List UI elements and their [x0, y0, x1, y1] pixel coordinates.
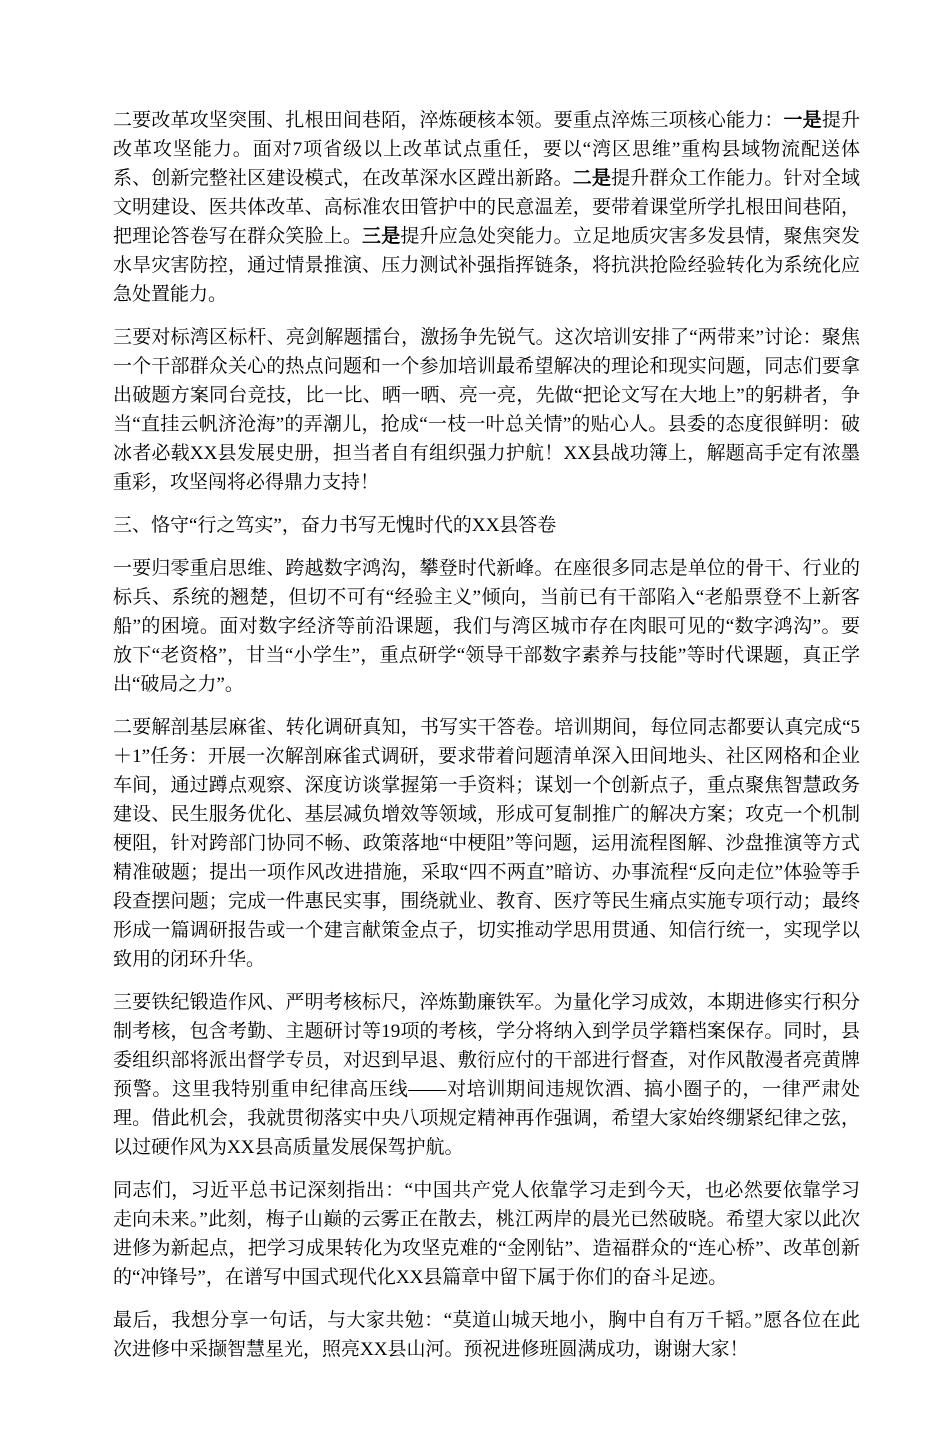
paragraph — [113, 511, 860, 540]
text-run: 三要铁纪锻造作风、严明考核标尺，淬炼勤廉铁军。为量化学习成效，本期进修实行积分制考核，包含考勤、主题研讨等19项的考核，学分将纳入到学员学籍档案保存。同时，县委组织部将派出督学专员，对迟到早退、敷衍应付的干部进行督查，对作风散漫者亮黄牌预警。这里我特别重申纪律高压线——对培训期间违规饮酒、搞小圈子的，一律严肃处理。借此机会，我就贯彻落实中央八项规定精神再作强调，希望大家始终绷紧纪律之弦，以过硬作风为XX县高质量发展保驾护航。 — [113, 992, 860, 1158]
paragraph — [113, 713, 860, 974]
text-run: 提升群众工作能力。针对全域文明建设、医共体改革、高标准农田管护中的民意温差，要带着课堂所学扎根田间巷陌，把理论答卷写在群众笑脸上。 — [113, 168, 860, 247]
paragraph — [113, 323, 860, 497]
paragraph — [113, 106, 860, 309]
bold-text-run: 一是 — [783, 110, 822, 131]
paragraph — [113, 1306, 860, 1364]
document-body — [113, 106, 860, 1364]
bold-text-run: 二是 — [572, 168, 612, 189]
bold-text-run: 三是 — [362, 226, 401, 247]
text-run: 最后，我想分享一句话，与大家共勉：“莫道山城天地小，胸中自有万千韬。”愿各位在此次进修中采撷智慧星光，照亮XX县山河。预祝进修班圆满成功，谢谢大家！ — [113, 1310, 860, 1360]
text-run: 提升应急处突能力。立足地质灾害多发县情，聚焦突发水旱灾害防控，通过情景推演、压力测试补强指挥链条，将抗洪抢险经验转化为系统化应急处置能力。 — [113, 226, 860, 305]
text-run: 同志们，习近平总书记深刻指出：“中国共产党人依靠学习走到今天，也必然要依靠学习走向未来。”此刻，梅子山巅的云雾正在散去，桃江两岸的晨光已然破晓。希望大家以此次进修为新起点，把学习成果转化为攻坚克难的“金刚钻”、造福群众的“连心桥”、改革创新的“冲锋号”，在谱写中国式现代化XX县篇章中留下属于你们的奋斗足迹。 — [113, 1180, 860, 1288]
paragraph — [113, 554, 860, 699]
text-run: 提升改革攻坚能力。面对7项省级以上改革试点重任，要以“湾区思维”重构县域物流配送体系、创新完整社区建设模式，在改革深水区蹚出新路。 — [113, 110, 860, 189]
text-run: 三、恪守“行之笃实”，奋力书写无愧时代的XX县答卷 — [113, 515, 557, 536]
paragraph — [113, 988, 860, 1162]
text-run: 二要改革攻坚突围、扎根田间巷陌，淬炼硬核本领。要重点淬炼三项核心能力： — [113, 110, 784, 131]
text-run: 一要归零重启思维、跨越数字鸿沟，攀登时代新峰。在座很多同志是单位的骨干、行业的标兵、系统的翘楚，但切不可有“经验主义”倾向，当前已有干部陷入“老船票登不上新客船”的困境。面对数字经济等前沿课题，我们与湾区城市存在肉眼可见的“数字鸿沟”。要放下“老资格”，甘当“小学生”，重点研学“领导干部数字素养与技能”等时代课题，真正学出“破局之力”。 — [113, 558, 860, 695]
text-run: 二要解剖基层麻雀、转化调研真知，书写实干答卷。培训期间，每位同志都要认真完成“5＋1”任务：开展一次解剖麻雀式调研，要求带着问题清单深入田间地头、社区网格和企业车间，通过蹲点观察、深度访谈掌握第一手资料；谋划一个创新点子，重点聚焦智慧政务建设、民生服务优化、基层减负增效等领域，形成可复制推广的解决方案；攻克一个机制梗阻，针对跨部门协同不畅、政策落地“中梗阻”等问题，运用流程图解、沙盘推演等方式精准破题；提出一项作风改进措施，采取“四不两直”暗访、办事流程“反向走位”体验等手段查摆问题；完成一件惠民实事，围绕就业、教育、医疗等民生痛点实施专项行动；最终形成一篇调研报告或一个建言献策金点子，切实推动学思用贯通、知信行统一，实现学以致用的闭环升华。 — [113, 717, 860, 970]
paragraph — [113, 1176, 860, 1292]
text-run: 三要对标湾区标杆、亮剑解题擂台，激扬争先锐气。这次培训安排了“两带来”讨论：聚焦一个干部群众关心的热点问题和一个参加培训最希望解决的理论和现实问题，同志们要拿出破题方案同台竞技，比一比、晒一晒、亮一亮，先做“把论文写在大地上”的躬耕者，争当“直挂云帆济沧海”的弄潮儿，抢成“一枝一叶总关情”的贴心人。县委的态度很鲜明：破冰者必载XX县发展史册，担当者自有组织强力护航！XX县战功簿上，解题高手定有浓墨重彩，攻坚闯将必得鼎力支持！ — [113, 327, 860, 493]
